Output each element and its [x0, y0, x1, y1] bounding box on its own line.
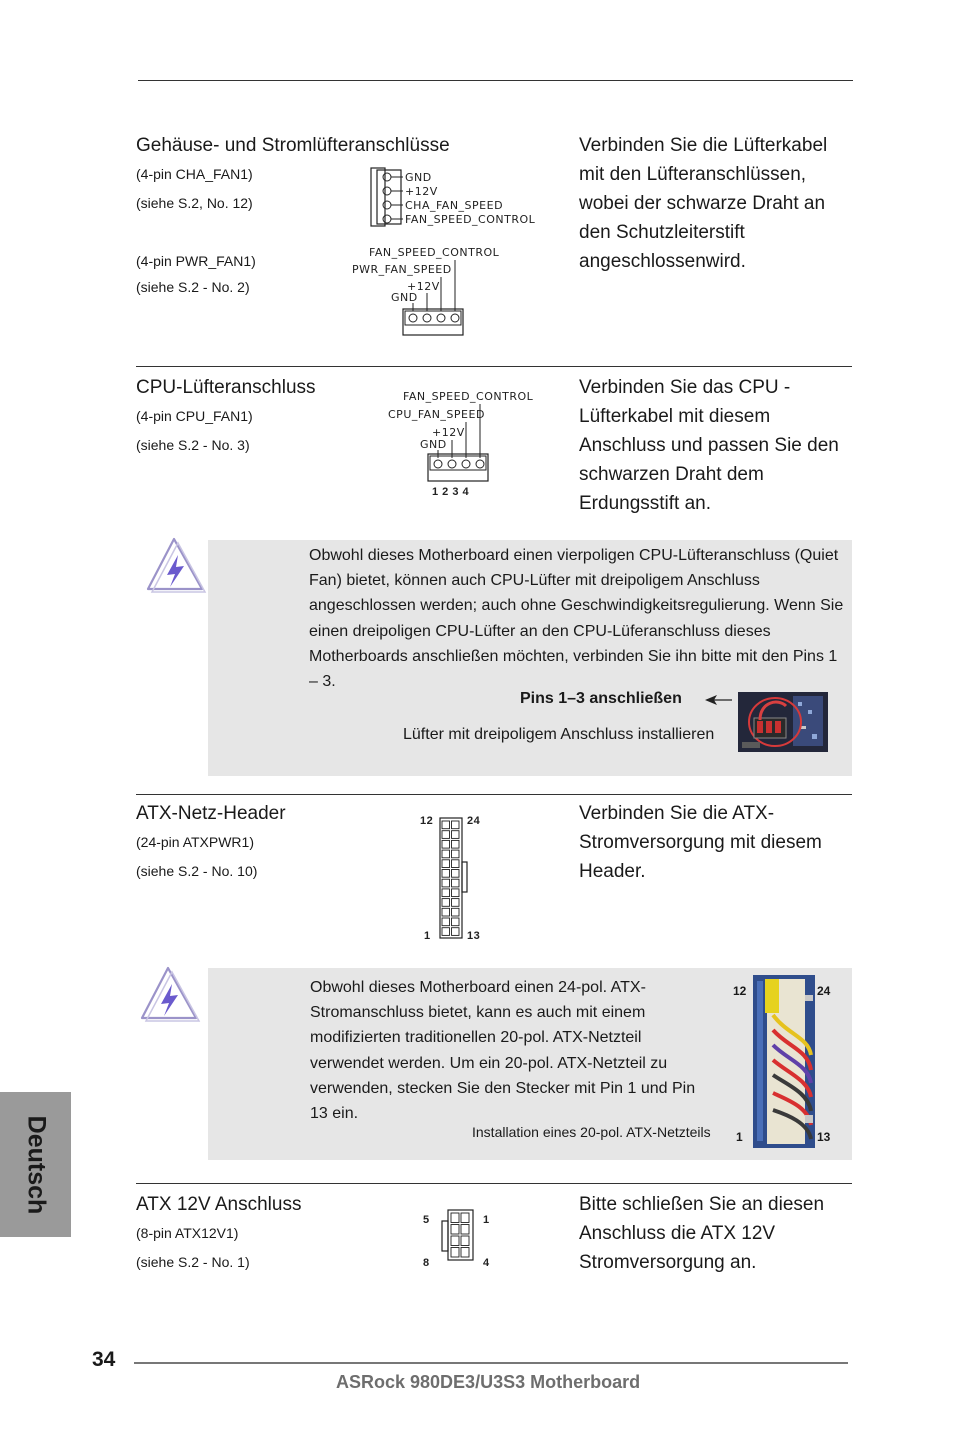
cha-fan-ref: (siehe S.2, No. 12)	[136, 195, 253, 211]
cha-fan-title: Gehäuse- und Stromlüfteranschlüsse	[136, 135, 450, 156]
cha-label-12v: +12V	[405, 185, 438, 198]
footer-product: ASRock 980DE3/U3S3 Motherboard	[336, 1372, 641, 1392]
connector-pin	[452, 840, 460, 848]
atx-power-ref: (siehe S.2 - No. 10)	[136, 863, 258, 879]
connector-pin	[452, 899, 460, 907]
connector-pin	[452, 831, 460, 839]
atx12v-label-5: 5	[423, 1214, 430, 1226]
pwr-fan-pin: (4-pin PWR_FAN1)	[136, 253, 256, 269]
cpu-fan-description: Verbinden Sie das CPU - Lüfterkabel mit diesem Anschluss und passen Sie den schwarzen Draht dem Erdungsstift an.	[579, 377, 839, 514]
atx12v-ref: (siehe S.2 - No. 1)	[136, 1254, 250, 1270]
atx-label-12: 12	[420, 815, 434, 827]
atx12v-label-4: 4	[483, 1257, 490, 1269]
pwr-fan-connector-diagram	[350, 243, 520, 338]
atx-power-description: Verbinden Sie die ATX-Stromversorgung mit diesem Header.	[579, 803, 822, 882]
photo-label-12: 12	[733, 984, 747, 998]
connector-pin	[461, 1213, 469, 1223]
atx-label-13: 13	[467, 930, 481, 942]
arrow-left-icon	[703, 693, 733, 707]
connector-pin	[442, 831, 450, 839]
top-rule	[138, 80, 853, 81]
atx-label-1: 1	[424, 930, 431, 942]
atx12v-title: ATX 12V Anschluss	[136, 1194, 302, 1215]
pwr-label-control: FAN_SPEED_CONTROL	[369, 246, 500, 259]
connector-pin	[452, 928, 460, 936]
cpu-fan-connector-diagram	[385, 386, 535, 501]
cha-fan-pin: (4-pin CHA_FAN1)	[136, 166, 253, 182]
cpu-label-speed: CPU_FAN_SPEED	[388, 408, 485, 421]
connector-pin	[461, 1225, 469, 1235]
connector-pin	[442, 840, 450, 848]
connector-pin	[452, 821, 460, 829]
photo-label-13: 13	[817, 1130, 831, 1144]
pins-connect-label: Pins 1–3 anschließen	[520, 690, 682, 707]
atx12v-label-1: 1	[483, 1214, 490, 1226]
cpu-fan-title: CPU-Lüfteranschluss	[136, 377, 316, 398]
connector-pin	[452, 908, 460, 916]
warning-icon	[138, 964, 202, 1024]
pwr-label-gnd: GND	[391, 291, 418, 304]
cpu-label-12v: +12V	[432, 426, 465, 439]
connector-pin	[442, 908, 450, 916]
connector-pin	[452, 870, 460, 878]
connector-pin	[442, 918, 450, 926]
cha-label-control: FAN_SPEED_CONTROL	[405, 213, 536, 226]
connector-pin	[451, 1213, 459, 1223]
cpu-fan-pin: (4-pin CPU_FAN1)	[136, 408, 253, 424]
cpu-fan-ref: (siehe S.2 - No. 3)	[136, 437, 250, 453]
photo-label-24: 24	[817, 984, 831, 998]
connector-pin	[452, 918, 460, 926]
atx-power-pin: (24-pin ATXPWR1)	[136, 834, 254, 850]
three-pin-fan-photo	[738, 692, 828, 752]
connector-pin	[451, 1225, 459, 1235]
atx-label-24: 24	[467, 815, 481, 827]
atx12v-8pin-connector-diagram	[418, 1205, 498, 1270]
connector-pin	[461, 1248, 469, 1258]
atx12v-label-8: 8	[423, 1257, 430, 1269]
footer-rule	[134, 1362, 848, 1364]
pwr-label-speed: PWR_FAN_SPEED	[352, 263, 452, 276]
connector-pin	[442, 889, 450, 897]
connector-pin	[452, 850, 460, 858]
connector-pin	[461, 1236, 469, 1246]
cha-fan-connector-diagram	[365, 165, 540, 230]
cpu-pin-numbers: 1 2 3 4	[432, 486, 470, 498]
connector-pin	[452, 889, 460, 897]
atx12v-pin: (8-pin ATX12V1)	[136, 1225, 239, 1241]
connector-pin	[442, 870, 450, 878]
connector-pin	[452, 879, 460, 887]
cpu-label-gnd: GND	[420, 438, 447, 451]
atx-note-text: Obwohl dieses Motherboard einen 24-pol. ATX-Stromanschluss bietet, kann es auch mit einem modifizierten traditionellen 20-pol. ATX-Netzteil verwendet werden. Um ein 20-pol. ATX-Netzteil zu verwenden, stecken Sie den Stecker mit Pin 1 und Pin 13 ein.	[310, 979, 696, 1123]
side-tab-label: Deutsch	[22, 1115, 50, 1214]
photo-label-1: 1	[736, 1130, 743, 1144]
connector-pin	[442, 928, 450, 936]
language-side-tab	[0, 1092, 71, 1237]
divider-2	[136, 794, 852, 795]
connector-pin	[442, 860, 450, 868]
pwr-fan-ref: (siehe S.2 - No. 2)	[136, 279, 250, 295]
page-number: 34	[92, 1348, 116, 1371]
connector-pin	[442, 850, 450, 858]
connector-pin	[452, 860, 460, 868]
divider-1	[136, 366, 852, 367]
connector-pin	[442, 879, 450, 887]
cha-label-speed: CHA_FAN_SPEED	[405, 199, 504, 212]
connector-pin	[442, 899, 450, 907]
warning-icon	[144, 535, 208, 595]
divider-3	[136, 1183, 852, 1184]
connector-pin	[451, 1248, 459, 1258]
atx-power-title: ATX-Netz-Header	[136, 803, 286, 824]
cha-label-gnd: GND	[405, 171, 432, 184]
atx-24pin-connector-diagram	[415, 810, 495, 945]
atx-20pin-install-photo	[753, 975, 815, 1148]
three-pin-caption: Lüfter mit dreipoligem Anschluss installieren	[403, 726, 715, 743]
cpu-label-control: FAN_SPEED_CONTROL	[403, 390, 534, 403]
cpu-fan-note-text: Obwohl dieses Motherboard einen vierpoligen CPU-Lüfteranschluss (Quiet Fan) bietet, können auch CPU-Lüfter mit dreipoligem Anschluss angeschlossen werden; auch ohne Geschwindigkeitsregulierung. Wenn Sie einen dreipoligen CPU-Lüfter an den CPU-Lüferanschluss dieses Motherboards anschließen möchten, verbinden Sie ihn bitte mit den Pins 1 – 3.	[309, 547, 844, 691]
atx-20pin-caption: Installation eines 20-pol. ATX-Netzteils	[472, 1124, 711, 1140]
connector-pin	[451, 1236, 459, 1246]
cha-fan-description: Verbinden Sie die Lüfterkabel mit den Lüfteranschlüssen, wobei der schwarze Draht an den Schutzleiterstift angeschlossenwird.	[579, 135, 828, 272]
atx12v-description: Bitte schließen Sie an diesen Anschluss die ATX 12V Stromversorgung an.	[579, 1194, 825, 1273]
pwr-label-12v: +12V	[407, 280, 440, 293]
connector-pin	[442, 821, 450, 829]
